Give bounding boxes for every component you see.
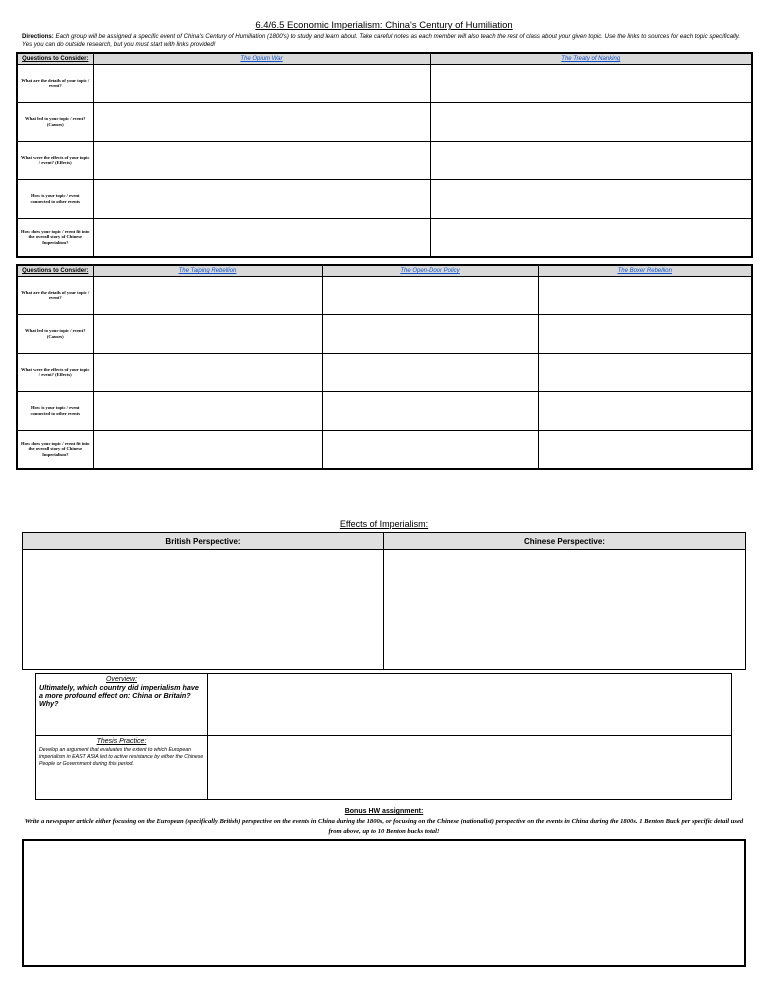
overview-table xyxy=(35,673,732,800)
bonus-instructions: Write a newspaper article either focusing on the European (specifically British) perspective on the events in China during the 1800s, or focusing on the Chinese (nationalist) perspective on the events in China during the 1800s. 1 Benton Buck per specific detail used from above, up to 10 Benton bucks total! xyxy=(24,818,744,835)
answer-cell[interactable] xyxy=(430,180,752,219)
table-row xyxy=(36,674,732,736)
answer-cell[interactable] xyxy=(93,353,322,392)
directions xyxy=(22,33,742,49)
table-row xyxy=(17,180,752,219)
topic-link-treaty-of-nanking[interactable]: The Treaty of Nanking xyxy=(561,55,621,62)
directions-text: Each group will be assigned a specific event of China's Century of Humiliation (1800's) to study and learn about. Take careful notes as each member will also teach the rest of class about your given topic. Use the links to sources for each topic specifically. Yes you can do outside research, but you must start with links provided! xyxy=(22,33,741,48)
table-row xyxy=(17,353,752,392)
answer-cell[interactable] xyxy=(93,64,430,103)
topic-link-boxer-rebellion[interactable]: The Boxer Rebellion xyxy=(617,267,672,274)
table-row xyxy=(17,430,752,469)
thesis-answer-cell[interactable] xyxy=(208,736,732,800)
table-row xyxy=(17,392,752,431)
topic-link-opium-war[interactable]: The Opium War xyxy=(240,55,283,62)
table-row xyxy=(17,141,752,180)
answer-cell[interactable] xyxy=(93,141,430,180)
answer-cell[interactable] xyxy=(93,180,430,219)
overview-answer-cell[interactable] xyxy=(208,674,732,736)
answer-cell[interactable] xyxy=(93,392,322,431)
answer-cell[interactable] xyxy=(430,103,752,142)
question-cell: How is your topic / event connected to other events xyxy=(17,392,93,431)
table-row xyxy=(17,218,752,257)
question-cell: How does your topic / event fit into the overall story of Chinese Imperialism? xyxy=(17,430,93,469)
directions-label: Directions: xyxy=(22,33,54,40)
question-cell: What led to your topic / event? (Causes) xyxy=(17,103,93,142)
table-row xyxy=(36,736,732,800)
bonus-title: Bonus HW assignment: xyxy=(344,808,424,815)
british-perspective-cell[interactable] xyxy=(23,550,384,670)
topic-header xyxy=(93,53,430,64)
topic-header xyxy=(430,53,752,64)
answer-cell[interactable] xyxy=(538,353,752,392)
bonus-answer-box[interactable] xyxy=(22,839,746,967)
answer-cell[interactable] xyxy=(538,276,752,315)
answer-cell[interactable] xyxy=(93,218,430,257)
table-row xyxy=(17,103,752,142)
table-row xyxy=(17,64,752,103)
answer-cell[interactable] xyxy=(322,353,538,392)
overview-question: Ultimately, which country did imperialism have a more profound effect on: China or Britain? Why? xyxy=(39,683,199,708)
chinese-perspective-header: Chinese Perspective: xyxy=(384,533,746,550)
answer-cell[interactable] xyxy=(93,315,322,354)
questions-header: Questions to Consider: xyxy=(17,53,93,64)
answer-cell[interactable] xyxy=(322,315,538,354)
question-cell: How is your topic / event connected to other events xyxy=(17,180,93,219)
question-cell: How does your topic / event fit into the overall story of Chinese Imperialism? xyxy=(17,218,93,257)
thesis-label-cell xyxy=(36,736,208,800)
topic-table-2 xyxy=(16,264,753,470)
answer-cell[interactable] xyxy=(322,276,538,315)
table-row xyxy=(23,550,746,670)
overview-label-cell xyxy=(36,674,208,736)
british-perspective-header: British Perspective: xyxy=(23,533,384,550)
table-header-row xyxy=(17,265,752,276)
page-title: 6.4/6.5 Economic Imperialism: China's Century of Humiliation xyxy=(255,20,513,31)
table-header-row xyxy=(17,53,752,64)
effects-title: Effects of Imperialism: xyxy=(339,519,429,529)
answer-cell[interactable] xyxy=(93,103,430,142)
answer-cell[interactable] xyxy=(538,430,752,469)
answer-cell[interactable] xyxy=(430,64,752,103)
table-row xyxy=(17,315,752,354)
answer-cell[interactable] xyxy=(538,392,752,431)
question-cell: What were the effects of your topic / event? (Effects) xyxy=(17,353,93,392)
questions-header: Questions to Consider: xyxy=(17,265,93,276)
topic-link-taiping-rebellion[interactable]: The Taiping Rebellion xyxy=(178,267,237,274)
topic-header xyxy=(93,265,322,276)
overview-heading: Overview: xyxy=(105,676,138,683)
question-cell: What led to your topic / event? (Causes) xyxy=(17,315,93,354)
answer-cell[interactable] xyxy=(322,430,538,469)
answer-cell[interactable] xyxy=(430,141,752,180)
question-cell: What were the effects of your topic / event? (Effects) xyxy=(17,141,93,180)
thesis-prompt: Develop an argument that evaluates the extent to which European imperialism in EAST ASIA led to active resistance by either the Chinese People or Government during this period. xyxy=(39,747,204,767)
table-row xyxy=(17,276,752,315)
table-header-row xyxy=(23,533,746,550)
topic-header xyxy=(538,265,752,276)
chinese-perspective-cell[interactable] xyxy=(384,550,746,670)
perspectives-table xyxy=(22,532,746,670)
topic-link-open-door-policy[interactable]: The Open-Door Policy xyxy=(400,267,460,274)
topic-header xyxy=(322,265,538,276)
thesis-heading: Thesis Practice: xyxy=(96,738,147,745)
topic-table-1 xyxy=(16,52,753,258)
question-cell: What are the details of your topic / event? xyxy=(17,64,93,103)
answer-cell[interactable] xyxy=(430,218,752,257)
answer-cell[interactable] xyxy=(93,430,322,469)
answer-cell[interactable] xyxy=(93,276,322,315)
answer-cell[interactable] xyxy=(322,392,538,431)
question-cell: What are the details of your topic / event? xyxy=(17,276,93,315)
answer-cell[interactable] xyxy=(538,315,752,354)
